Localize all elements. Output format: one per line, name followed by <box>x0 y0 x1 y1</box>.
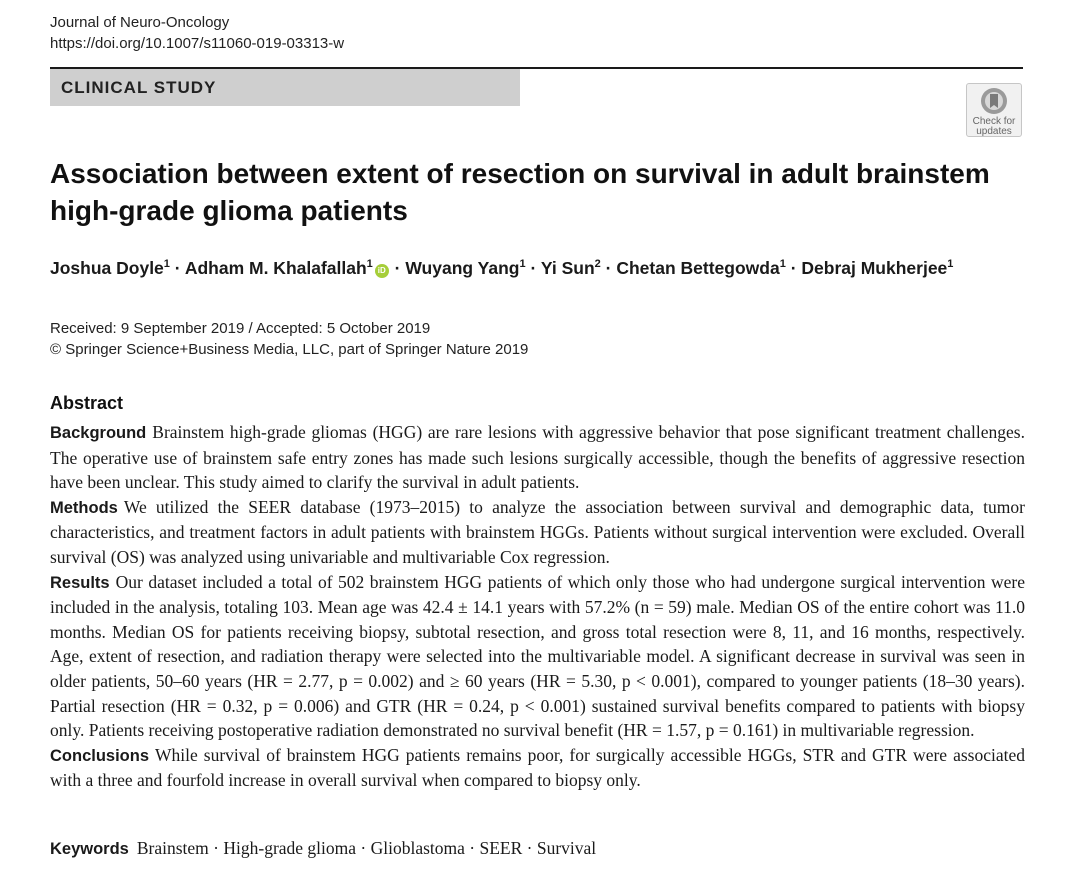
article-title: Association between extent of resection on survival in adult brainstem high-grade glioma patients <box>50 158 990 226</box>
article-type-label: CLINICAL STUDY <box>50 69 520 106</box>
check-for-updates-badge[interactable] <box>966 83 1022 137</box>
abstract-conclusions <box>50 743 1025 793</box>
author-separator: · <box>785 258 802 278</box>
section-label: Methods <box>50 498 118 517</box>
author-name[interactable]: Adham M. Khalafallah <box>184 258 367 278</box>
author-separator: · <box>525 258 541 278</box>
doi-link[interactable]: https://doi.org/10.1007/s11060-019-03313-w <box>50 35 345 52</box>
author-affiliation: 1 <box>519 258 526 270</box>
author-affiliation: 1 <box>779 258 786 270</box>
section-label: Conclusions <box>50 746 150 765</box>
section-text: While survival of brainstem HGG patients remains poor, for surgically accessible HGGs, STR and GTR were associated with a three and fourfold increase in overall survival when compared to biopsy only. <box>50 744 1025 791</box>
orcid-icon[interactable]: iD <box>375 264 389 278</box>
author-name[interactable]: Wuyang Yang <box>405 258 520 278</box>
author-separator: · <box>600 258 617 278</box>
check-for-updates-label: Check for updates <box>972 116 1016 137</box>
section-text: Our dataset included a total of 502 brainstem HGG patients of which only those who had undergone surgical intervention were included in the analysis, totaling 103. Mean age was 42.4 ± 14.1 years with 57.2% (n = 59) male. Median OS of the entire cohort was 11.0 months. Median OS for patients receiving biopsy, subtotal resection, and gross total resection were 8, 11, and 16 months, respectively. Age, extent of resection, and radiation therapy were selected into the multivariable model. A significant decrease in survival was seen in older patients, 50–60 years (HR = 2.77, p = 0.002) and ≥ 60 years (HR = 5.30, p < 0.001), compared to younger patients (18–30 years). Partial resection (HR = 0.32, p = 0.006) and GTR (HR = 0.24, p < 0.001) sustained survival benefits compared to patients with biopsy only. Patients receiving postoperative radiation demonstrated no survival benefit (HR = 1.57, p = 0.161) in multivariable regression. <box>50 571 1025 741</box>
section-label: Results <box>50 573 110 592</box>
author-name[interactable]: Debraj Mukherjee <box>801 258 948 278</box>
abstract-heading: Abstract <box>50 393 124 413</box>
copyright-notice: © Springer Science+Business Media, LLC, part of Springer Nature 2019 <box>50 341 529 358</box>
author-list <box>50 258 953 279</box>
author-name[interactable]: Joshua Doyle <box>50 258 164 278</box>
article-dates <box>50 318 528 360</box>
author-separator: · <box>389 258 406 278</box>
author-affiliation: 1 <box>366 258 373 270</box>
author-separator: · <box>169 258 185 278</box>
keywords-list: Brainstem · High-grade glioma · Glioblastoma · SEER · Survival <box>136 838 597 858</box>
keywords <box>50 838 596 859</box>
journal-name: Journal of Neuro-Oncology <box>50 14 230 31</box>
section-label: Background <box>50 424 147 442</box>
keywords-label: Keywords <box>50 840 129 858</box>
check-for-updates-icon <box>979 86 1009 116</box>
abstract-results <box>50 570 1025 743</box>
author-affiliation: 1 <box>947 258 954 270</box>
received-accepted-dates: Received: 9 September 2019 / Accepted: 5 October 2019 <box>50 320 431 337</box>
section-text: Brainstem high-grade gliomas (HGG) are rare lesions with aggressive behavior that pose significant treatment challenges. The operative use of brainstem safe entry zones has made such lesions surgically accessible, though the benefits of aggressive resection have been unclear. This study aimed to clarify the survival in adult patients. <box>50 422 1025 493</box>
abstract-background <box>50 420 1025 495</box>
author-affiliation: 1 <box>163 258 170 270</box>
abstract-body <box>50 420 1025 793</box>
author-name[interactable]: Yi Sun <box>540 258 595 278</box>
section-text: We utilized the SEER database (1973–2015) to analyze the association between survival and demographic data, tumor characteristics, and treatment factors in adult patients with brainstem HGGs. Patients without surgical intervention were excluded. Overall survival (OS) was analyzed using univariable and multivariable Cox regression. <box>50 496 1025 567</box>
journal-header <box>50 12 344 54</box>
author-name[interactable]: Chetan Bettegowda <box>616 258 780 278</box>
abstract-methods <box>50 495 1025 570</box>
author-affiliation: 2 <box>594 258 601 270</box>
